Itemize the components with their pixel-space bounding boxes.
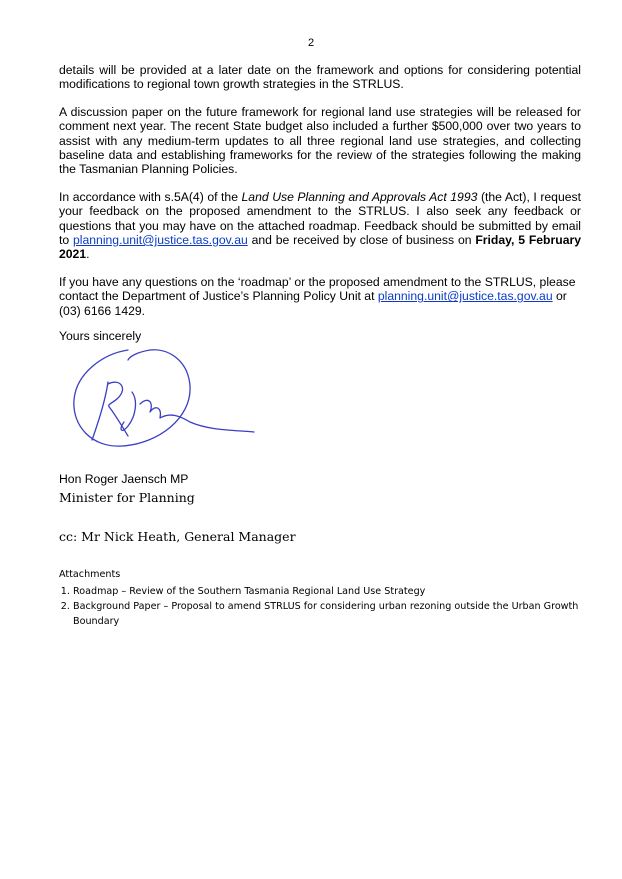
page-number: 2 (307, 37, 315, 49)
attachments-heading: Attachments (59, 569, 121, 580)
attachments-list (59, 584, 589, 629)
feedback-text-part2: (the Act), I request your feedback on the proposed amendment to the STRLUS. I also seek any feedback or questions that you may have on the attached roadmap. Feedback should be submitted by email to (59, 189, 581, 248)
cc-line: cc: Mr Nick Heath, General Manager (59, 529, 296, 544)
feedback-text-part1: In accordance with s.5A(4) of the (59, 189, 242, 204)
attachments-section (59, 567, 589, 629)
act-name: Land Use Planning and Approvals Act 1993 (241, 189, 478, 204)
paragraph-discussion-paper: A discussion paper on the future framework for regional land use strategies will be released for comment next year. The recent State budget also included a further $500,000 over two years to assist with any medium-term updates to all three regional land use strategies, and collecting baseline data and establishing frameworks for the review of the strategies following the making the Tasmanian Planning Policies. (59, 104, 581, 177)
feedback-deadline: Friday, 5 February 2021 (59, 233, 581, 262)
attachment-item-roadmap: 1. Roadmap – Review of the Southern Tasmania Regional Land Use Strategy (73, 584, 589, 599)
feedback-text-part4: . (86, 247, 90, 262)
closing-salutation: Yours sincerely (59, 329, 142, 343)
email-link-contact[interactable]: planning.unit@justice.tas.gov.au (377, 289, 553, 304)
signer-name: Hon Roger Jaensch MP (59, 472, 189, 486)
handwritten-signature (62, 346, 262, 456)
feedback-text-part3: and be received by close of business on (247, 233, 476, 248)
attachment-item-background-paper: 2. Background Paper – Proposal to amend STRLUS for considering urban rezoning outside the Urban Growth Boundary (73, 599, 589, 629)
paragraph-framework-details: details will be provided at a later date on the framework and options for considering potential modifications to regional town growth strategies in the STRLUS. (59, 63, 581, 92)
paragraph-contact (59, 275, 581, 318)
contact-text-part2: or (03) 6166 1429. (59, 289, 567, 318)
signer-title: Minister for Planning (59, 490, 195, 505)
paragraph-feedback-request (59, 190, 581, 262)
letter-body (59, 63, 581, 331)
contact-text-part1: If you have any questions on the ‘roadmap’ or the proposed amendment to the STRLUS, please contact the Department of Justice’s Planning Policy Unit at (59, 274, 576, 304)
email-link-feedback[interactable]: planning.unit@justice.tas.gov.au (73, 233, 248, 248)
